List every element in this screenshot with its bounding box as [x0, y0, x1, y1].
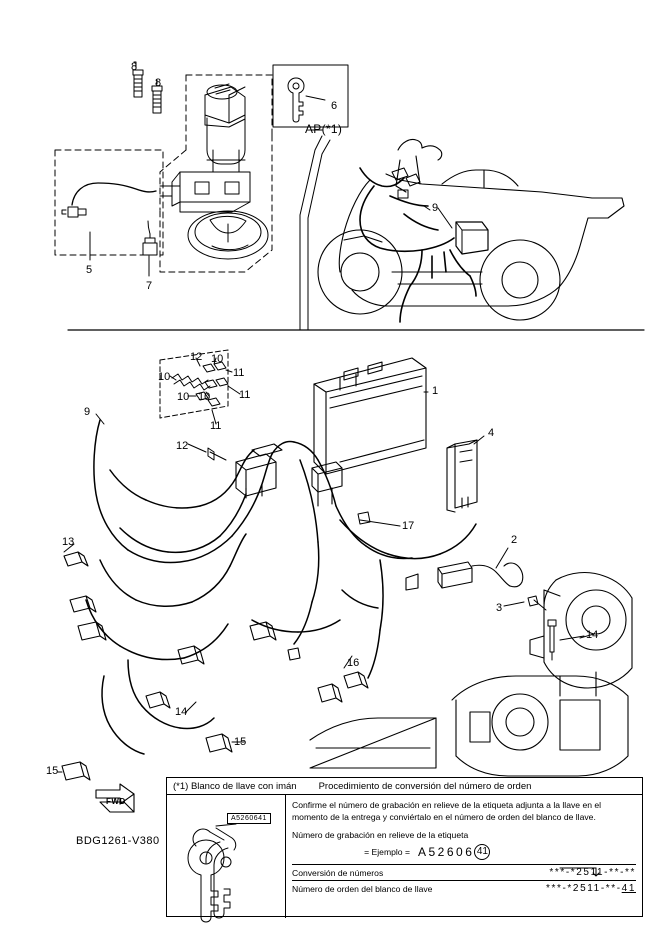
note-title-2: Procedimiento de conversión del número de orden — [318, 780, 532, 792]
note-label-line: Número de grabación en relieve de la etiqueta — [292, 830, 469, 841]
example-circled-digits: 41 — [474, 844, 490, 860]
key-illustration-cell — [167, 795, 286, 918]
callout-13: 13 — [62, 536, 75, 548]
key-tag-code: A5260641 — [227, 813, 271, 824]
callout-5: 5 — [86, 264, 93, 276]
note-title-1: (*1) Blanco de llave con imán — [173, 780, 297, 792]
fwd-label: FWD — [106, 797, 126, 806]
callout-15-b: 15 — [46, 765, 59, 777]
note-text-cell — [286, 795, 642, 918]
order-row — [292, 880, 636, 894]
callout-11-a: 11 — [233, 367, 245, 379]
order-label: Número de orden del blanco de llave — [292, 883, 433, 894]
part-code: BDG1261-V380 — [76, 835, 160, 847]
callout-14-a: 14 — [586, 629, 599, 641]
example-value: A52606 — [418, 844, 475, 859]
key-blank-note-box — [166, 777, 643, 917]
callout-2: 2 — [511, 534, 518, 546]
callout-12-a: 12 — [190, 351, 203, 363]
note-paragraph: Confirme el número de grabación en relieve de la etiqueta adjunta a la llave en el momento de la entrega y conviértalo en el número de orden del blanco de llave. — [292, 800, 602, 822]
callout-11-c: 11 — [210, 420, 222, 432]
callout-10-d: 10 — [198, 391, 211, 403]
callout-8-b: 8 — [155, 77, 162, 89]
callout-10-c: 10 — [177, 391, 190, 403]
conversion-row — [292, 864, 636, 878]
callout-17: 17 — [402, 520, 415, 532]
note-box-body — [167, 795, 642, 918]
callout-3: 3 — [496, 602, 503, 614]
callout-11-b: 11 — [239, 389, 251, 401]
note-box-title-row — [167, 778, 642, 795]
order-value: ***-*2511-**- — [546, 882, 622, 894]
callout-10-b: 10 — [158, 371, 171, 383]
callout-8-a: 8 — [131, 61, 138, 73]
callout-16: 16 — [347, 657, 360, 669]
callout-6: 6 — [331, 100, 338, 112]
callout-9-main: 9 — [84, 406, 91, 418]
callout-15-a: 15 — [234, 736, 247, 748]
ap-label: AP(*1) — [305, 122, 343, 136]
callout-1: 1 — [432, 385, 439, 397]
conversion-label: Conversión de números — [292, 867, 384, 878]
callout-4: 4 — [488, 427, 495, 439]
example-row — [292, 844, 636, 860]
order-value-tail: 41 — [621, 882, 636, 894]
conversion-value: ***-*2511-**-** — [549, 866, 636, 878]
callout-7: 7 — [146, 280, 153, 292]
example-label: = Ejemplo = — [364, 846, 410, 857]
callout-9-top: 9 — [432, 202, 439, 214]
callout-12-b: 12 — [176, 440, 189, 452]
callout-10-a: 10 — [211, 353, 224, 365]
callout-14-b: 14 — [175, 706, 188, 718]
